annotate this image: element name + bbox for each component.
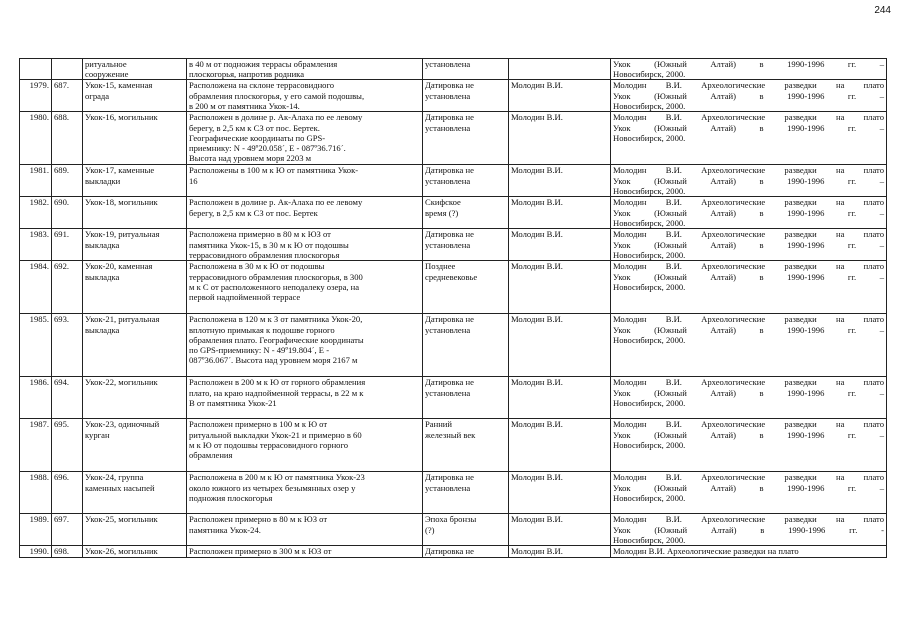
cell-source <box>611 314 887 377</box>
text-line: Укок (Южный Алтай) в 1990-1996 гг. – <box>613 207 884 218</box>
text-line: подножия плоскогорья <box>189 492 273 503</box>
table-row <box>20 546 887 558</box>
text-line: В от памятника Укок-21 <box>189 397 277 408</box>
table-row <box>20 80 887 112</box>
text-line: берегу, в 2,5 км к СЗ от пос. Бертек <box>189 207 318 218</box>
cell-dating <box>423 261 509 314</box>
page-number: 244 <box>874 5 891 16</box>
cell-source <box>611 472 887 514</box>
cell-record-number: 1988. <box>20 472 52 514</box>
text-line: Молодин В.И. Археологические разведки на плато <box>613 514 884 525</box>
cell-dating <box>423 165 509 197</box>
text-line: установлена <box>425 59 471 69</box>
cell-monument-name <box>83 165 187 197</box>
cell-monument-number: 694. <box>52 377 83 419</box>
cell-source <box>611 59 887 80</box>
table-row <box>20 112 887 165</box>
text-line: 087º36.067´. Высота над уровнем моря 2167 м <box>189 355 358 366</box>
table-row <box>20 165 887 197</box>
table-row <box>20 197 887 229</box>
cell-researcher: Молодин В.И. <box>509 261 611 314</box>
cell-researcher: Молодин В.И. <box>509 514 611 546</box>
text-line: установлена <box>425 90 471 101</box>
cell-location-description <box>187 314 423 377</box>
table-row <box>20 229 887 261</box>
text-line: Ранний <box>425 419 452 430</box>
text-line: выкладка <box>85 324 120 335</box>
cell-monument-number <box>52 59 83 80</box>
text-line: Укок (Южный Алтай) в 1990-1996 гг. – <box>613 387 884 398</box>
text-line: железный век <box>425 429 476 440</box>
text-line: берегу, в 2,5 км к СЗ от пос. Бертек. <box>189 122 320 133</box>
cell-dating <box>423 59 509 80</box>
text-line: обрамления плато. Географические координаты <box>189 334 364 345</box>
text-line: Укок (Южный Алтай) в 1990-1996 гг. – <box>613 239 884 250</box>
cell-researcher: Молодин В.И. <box>509 419 611 472</box>
cell-monument-number: 689. <box>52 165 83 197</box>
text-line: Расположен в 200 м к Ю от горного обрамления <box>189 377 366 388</box>
cell-monument-number: 696. <box>52 472 83 514</box>
cell-researcher: Молодин В.И. <box>509 229 611 261</box>
text-line: приемнику: N - 49º20.058´, E - 087º36.716´. <box>189 143 346 154</box>
cell-monument-name <box>83 112 187 165</box>
cell-record-number: 1982. <box>20 197 52 229</box>
text-line: Укок (Южный Алтай) в 1990-1996 гг. – <box>613 90 884 101</box>
cell-record-number: 1986. <box>20 377 52 419</box>
text-line: Скифское <box>425 197 461 208</box>
cell-monument-name <box>83 197 187 229</box>
text-line: Укок-15, каменная <box>85 80 153 91</box>
text-line: первой надпойменной террасе <box>189 292 301 303</box>
text-line: ритуальной выкладки Укок-21 и примерно в 60 <box>189 429 362 440</box>
text-line: ритуальное <box>85 59 127 69</box>
cell-source <box>611 261 887 314</box>
cell-dating <box>423 546 509 558</box>
cell-dating <box>423 377 509 419</box>
text-line: ограда <box>85 90 110 101</box>
text-line: террасовидного обрамления плоскогорья, в 300 <box>189 271 363 282</box>
cell-dating <box>423 419 509 472</box>
cell-source <box>611 112 887 165</box>
text-line: время (?) <box>425 207 459 218</box>
table-row <box>20 261 887 314</box>
table-row <box>20 514 887 546</box>
cell-researcher <box>509 59 611 80</box>
text-line: Новосибирск, 2000. <box>613 492 686 503</box>
text-line: каменных насыпей <box>85 482 155 493</box>
cell-researcher: Молодин В.И. <box>509 472 611 514</box>
text-line: Новосибирск, 2000. <box>613 69 686 80</box>
text-line: Укок (Южный Алтай) в 1990-1996 гг. - <box>613 524 884 535</box>
text-line: Новосибирск, 2000. <box>613 397 686 408</box>
text-line: (?) <box>425 524 435 535</box>
text-line: Новосибирск, 2000. <box>613 439 686 450</box>
text-line: Молодин В.И. Археологические разведки на плато <box>613 261 884 272</box>
text-line: Укок-20, каменная <box>85 261 153 272</box>
text-line: Укок (Южный Алтай) в 1990-1996 гг. – <box>613 324 884 335</box>
text-line: Укок-19, ритуальная <box>85 229 160 240</box>
text-line: Расположен примерно в 300 м к ЮЗ от <box>189 546 332 557</box>
text-line: Молодин В.И. Археологические разведки на плато <box>613 546 799 557</box>
text-line: 16 <box>189 175 198 186</box>
text-line: установлена <box>425 175 471 186</box>
text-line: памятника Укок-15, в 30 м к Ю от подошвы <box>189 239 349 250</box>
text-line: в 200 м от памятника Укок-14. <box>189 100 300 111</box>
cell-source <box>611 165 887 197</box>
cell-monument-number: 695. <box>52 419 83 472</box>
cell-monument-number: 698. <box>52 546 83 558</box>
text-line: Высота над уровнем моря 2203 м <box>189 153 312 164</box>
text-line: Новосибирск, 2000. <box>613 132 686 143</box>
text-line: Датировка не <box>425 546 474 557</box>
text-line: выкладка <box>85 239 120 250</box>
cell-dating <box>423 80 509 112</box>
text-line: м к Ю от подошвы террасовидного горного <box>189 439 349 450</box>
text-line: обрамления плоскогорья, у его самой подошвы, <box>189 90 365 101</box>
table-row <box>20 59 887 80</box>
text-line: Новосибирск, 2000. <box>613 249 686 260</box>
cell-dating <box>423 472 509 514</box>
text-line: Расположен примерно в 100 м к Ю от <box>189 419 328 430</box>
text-line: Укок (Южный Алтай) в 1990-1996 гг. – <box>613 429 884 440</box>
table-row <box>20 314 887 377</box>
cell-dating <box>423 197 509 229</box>
cell-dating <box>423 112 509 165</box>
text-line: установлена <box>425 387 471 398</box>
text-line: Новосибирск, 2000. <box>613 100 686 111</box>
cell-location-description <box>187 546 423 558</box>
text-line: Позднее <box>425 261 456 272</box>
cell-source <box>611 419 887 472</box>
text-line: Укок-21, ритуальная <box>85 314 160 325</box>
cell-monument-name <box>83 377 187 419</box>
text-line: Молодин В.И. Археологические разведки на плато <box>613 314 884 325</box>
cell-researcher: Молодин В.И. <box>509 197 611 229</box>
text-line: Датировка не <box>425 165 474 176</box>
cell-dating <box>423 314 509 377</box>
text-line: Новосибирск, 2000. <box>613 281 686 292</box>
text-line: Укок-26, могильник <box>85 546 158 557</box>
cell-record-number: 1990. <box>20 546 52 558</box>
monuments-table <box>19 58 887 558</box>
cell-researcher: Молодин В.И. <box>509 546 611 558</box>
text-line: Укок-18, могильник <box>85 197 158 208</box>
cell-location-description <box>187 514 423 546</box>
text-line: курган <box>85 429 110 440</box>
text-line: установлена <box>425 482 471 493</box>
cell-record-number: 1983. <box>20 229 52 261</box>
text-line: Новосибирск, 2000. <box>613 217 686 228</box>
text-line: Молодин В.И. Археологические разведки на плато <box>613 112 884 123</box>
text-line: выкладки <box>85 175 121 186</box>
text-line: плоскогорья, напротив родника <box>189 69 305 80</box>
text-line: Молодин В.И. Археологические разведки на плато <box>613 377 884 388</box>
text-line: м к С от расположенного неподалеку озера, на <box>189 281 360 292</box>
cell-dating <box>423 229 509 261</box>
cell-record-number: 1987. <box>20 419 52 472</box>
text-line: Расположен примерно в 80 м к ЮЗ от <box>189 514 328 525</box>
cell-source <box>611 197 887 229</box>
cell-monument-name <box>83 472 187 514</box>
text-line: Молодин В.И. Археологические разведки на плато <box>613 229 884 240</box>
cell-monument-name <box>83 514 187 546</box>
text-line: Эпоха бронзы <box>425 514 477 525</box>
cell-location-description <box>187 59 423 80</box>
cell-record-number: 1980. <box>20 112 52 165</box>
text-line: Укок (Южный Алтай) в 1990-1996 гг. – <box>613 175 884 186</box>
text-line: Датировка не <box>425 472 474 483</box>
text-line: Укок (Южный Алтай) в 1990-1996 гг. – <box>613 271 884 282</box>
text-line: выкладка <box>85 271 120 282</box>
cell-source <box>611 514 887 546</box>
text-line: по GPS-приемнику: N - 49º19.804´, E - <box>189 345 330 356</box>
text-line: Новосибирск, 2000. <box>613 334 686 345</box>
text-line: Географические координаты по GPS- <box>189 132 326 143</box>
text-line: Молодин В.И. Археологические разведки на плато <box>613 472 884 483</box>
text-line: Датировка не <box>425 377 474 388</box>
table-body <box>20 59 887 558</box>
text-line: Укок-23, одиночный <box>85 419 160 430</box>
text-line: Расположен в долине р. Ак-Алаха по ее левому <box>189 112 363 123</box>
text-line: Датировка не <box>425 229 474 240</box>
cell-location-description <box>187 80 423 112</box>
cell-monument-name <box>83 261 187 314</box>
cell-source <box>611 546 887 558</box>
cell-dating <box>423 514 509 546</box>
table-row <box>20 377 887 419</box>
cell-monument-number: 692. <box>52 261 83 314</box>
text-line: около южного из четырех безымянных озер у <box>189 482 356 493</box>
text-line: Датировка не <box>425 80 474 91</box>
cell-researcher: Молодин В.И. <box>509 165 611 197</box>
cell-location-description <box>187 419 423 472</box>
text-line: Укок-24, группа <box>85 472 144 483</box>
text-line: установлена <box>425 324 471 335</box>
table-row <box>20 472 887 514</box>
text-line: Расположена на склоне террасовидного <box>189 80 335 91</box>
text-line: Молодин В.И. Археологические разведки на плато <box>613 419 884 430</box>
text-line: плато, на краю надпойменной террасы, в 22 м к <box>189 387 364 398</box>
cell-researcher: Молодин В.И. <box>509 112 611 165</box>
text-line: установлена <box>425 122 471 133</box>
cell-monument-name <box>83 419 187 472</box>
text-line: Датировка не <box>425 112 474 123</box>
cell-researcher: Молодин В.И. <box>509 377 611 419</box>
cell-monument-number: 691. <box>52 229 83 261</box>
cell-record-number: 1985. <box>20 314 52 377</box>
cell-researcher: Молодин В.И. <box>509 314 611 377</box>
text-line: Укок (Южный Алтай) в 1990-1996 гг. – <box>613 482 884 493</box>
text-line: Укок-17, каменные <box>85 165 155 176</box>
cell-location-description <box>187 112 423 165</box>
cell-researcher: Молодин В.И. <box>509 80 611 112</box>
cell-source <box>611 229 887 261</box>
cell-record-number: 1981. <box>20 165 52 197</box>
cell-location-description <box>187 197 423 229</box>
text-line: Укок (Южный Алтай) в 1990-1996 гг. – <box>613 122 884 133</box>
text-line: Расположен в долине р. Ак-Алаха по ее левому <box>189 197 363 208</box>
text-line: Расположена в 30 м к Ю от подошвы <box>189 261 325 272</box>
text-line: Расположена примерно в 80 м к ЮЗ от <box>189 229 331 240</box>
cell-monument-number: 690. <box>52 197 83 229</box>
cell-location-description <box>187 229 423 261</box>
cell-source <box>611 377 887 419</box>
text-line: средневековье <box>425 271 478 282</box>
cell-monument-name <box>83 229 187 261</box>
text-line: Молодин В.И. Археологические разведки на плато <box>613 197 884 208</box>
text-line: Укок-22, могильник <box>85 377 158 388</box>
text-line: обрамления <box>189 450 233 461</box>
text-line: Молодин В.И. Археологические разведки на плато <box>613 165 884 176</box>
cell-location-description <box>187 472 423 514</box>
cell-monument-number: 687. <box>52 80 83 112</box>
text-line: Новосибирск, 2000. <box>613 534 686 545</box>
cell-record-number: 1984. <box>20 261 52 314</box>
text-line: вплотную примыкая к подошве горного <box>189 324 335 335</box>
cell-location-description <box>187 261 423 314</box>
cell-monument-name <box>83 80 187 112</box>
table-row <box>20 419 887 472</box>
cell-monument-name <box>83 546 187 558</box>
cell-monument-name <box>83 314 187 377</box>
cell-monument-number: 697. <box>52 514 83 546</box>
text-line: Расположены в 100 м к Ю от памятника Укок- <box>189 165 359 176</box>
cell-monument-name <box>83 59 187 80</box>
text-line: установлена <box>425 239 471 250</box>
text-line: Укок-25, могильник <box>85 514 158 525</box>
text-line: Укок-16, могильник <box>85 112 158 123</box>
cell-record-number: 1979. <box>20 80 52 112</box>
cell-location-description <box>187 377 423 419</box>
text-line: террасовидного обрамления плоскогорья <box>189 249 340 260</box>
cell-source <box>611 80 887 112</box>
cell-monument-number: 693. <box>52 314 83 377</box>
text-line: Датировка не <box>425 314 474 325</box>
text-line: Молодин В.И. Археологические разведки на плато <box>613 80 884 91</box>
text-line: Расположена в 200 м к Ю от памятника Укок-23 <box>189 472 365 483</box>
cell-record-number: 1989. <box>20 514 52 546</box>
cell-monument-number: 688. <box>52 112 83 165</box>
cell-location-description <box>187 165 423 197</box>
text-line: Расположена в 120 м к З от памятника Укок-20, <box>189 314 363 325</box>
text-line: Новосибирск, 2000. <box>613 185 686 196</box>
cell-record-number <box>20 59 52 80</box>
text-line: памятника Укок-24. <box>189 524 261 535</box>
text-line: сооружение <box>85 69 129 80</box>
text-line: в 40 м от подножия террасы обрамления <box>189 59 338 69</box>
text-line: Укок (Южный Алтай) в 1990-1996 гг. – <box>613 59 884 69</box>
